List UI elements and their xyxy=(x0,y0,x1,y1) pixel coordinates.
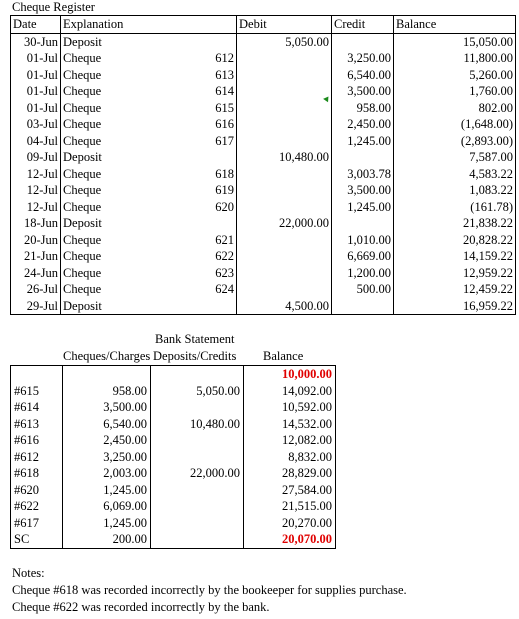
credit-cell: 1,200.00 xyxy=(332,265,394,282)
bank-row xyxy=(11,531,336,548)
register-row xyxy=(11,215,516,232)
date-cell: 26-Jul xyxy=(11,281,61,298)
explanation-cell: Cheque xyxy=(61,199,173,216)
explanation-cell: Cheque xyxy=(61,166,173,183)
credit-cell: 2,450.00 xyxy=(332,116,394,133)
explanation-cell: Cheque xyxy=(61,265,173,282)
explanation-cell: Cheque xyxy=(61,116,173,133)
balance-cell: 7,587.00 xyxy=(394,149,516,166)
register-row xyxy=(11,50,516,67)
cheque-number-cell xyxy=(173,149,237,166)
balance-cell: 802.00 xyxy=(394,100,516,117)
deposits-cell: 5,050.00 xyxy=(151,383,244,400)
debit-cell xyxy=(237,116,332,133)
ref-cell: #620 xyxy=(11,482,63,499)
register-row xyxy=(11,182,516,199)
credit-cell: 1,010.00 xyxy=(332,232,394,249)
debit-cell: 22,000.00 xyxy=(237,215,332,232)
debit-cell xyxy=(237,100,332,117)
note-line: Cheque #622 was recorded incorrectly by the bank. xyxy=(12,600,270,614)
debit-cell xyxy=(237,67,332,84)
bank-row xyxy=(11,432,336,449)
cheque-number-cell xyxy=(173,33,237,50)
debit-cell: 5,050.00 xyxy=(237,33,332,50)
explanation-cell: Cheque xyxy=(61,67,173,84)
bank-balance-cell: 20,270.00 xyxy=(244,515,336,532)
date-cell: 04-Jul xyxy=(11,133,61,150)
bank-balance-cell: 10,592.00 xyxy=(244,399,336,416)
ref-cell: #613 xyxy=(11,416,63,433)
balance-cell: 12,459.22 xyxy=(394,281,516,298)
credit-cell: 500.00 xyxy=(332,281,394,298)
debit-cell xyxy=(237,50,332,67)
credit-cell: 1,245.00 xyxy=(332,133,394,150)
date-cell: 12-Jul xyxy=(11,199,61,216)
deposits-cell xyxy=(151,482,244,499)
register-row xyxy=(11,149,516,166)
header-explanation: Explanation xyxy=(61,16,237,34)
ref-cell: #614 xyxy=(11,399,63,416)
register-row xyxy=(11,67,516,84)
credit-cell: 6,669.00 xyxy=(332,248,394,265)
register-row xyxy=(11,116,516,133)
cheque-number-cell: 614 xyxy=(215,84,234,99)
cheque-number-cell: 619 xyxy=(215,183,234,198)
balance-cell: 12,959.22 xyxy=(394,265,516,282)
register-row xyxy=(11,265,516,282)
date-cell: 01-Jul xyxy=(11,100,61,117)
cheque-number-cell: 613 xyxy=(215,67,234,82)
cheque-number-cell xyxy=(173,298,237,315)
explanation-cell: Cheque xyxy=(61,100,173,117)
bank-balance-cell: 28,829.00 xyxy=(244,465,336,482)
credit-cell: 3,250.00 xyxy=(332,50,394,67)
explanation-cell: Deposit xyxy=(61,33,173,50)
ref-cell: #615 xyxy=(11,383,63,400)
bank-row xyxy=(11,399,336,416)
ref-cell: SC xyxy=(11,531,63,548)
balance-cell: 1,760.00 xyxy=(394,83,516,100)
cheques-cell: 6,540.00 xyxy=(63,416,151,433)
bank-balance-cell: 14,092.00 xyxy=(244,383,336,400)
cheques-cell xyxy=(63,366,151,383)
credit-cell xyxy=(332,298,394,315)
ref-cell: #618 xyxy=(11,465,63,482)
register-row xyxy=(11,199,516,216)
cheque-number-cell: 618 xyxy=(215,166,234,181)
balance-cell: 20,828.22 xyxy=(394,232,516,249)
register-row xyxy=(11,83,516,100)
register-row xyxy=(11,232,516,249)
deposits-cell xyxy=(151,432,244,449)
ref-cell xyxy=(11,366,63,383)
bank-row xyxy=(11,449,336,466)
credit-cell: 958.00 xyxy=(332,100,394,117)
cheque-number-cell: 624 xyxy=(215,282,234,297)
ref-cell: #617 xyxy=(11,515,63,532)
date-cell: 01-Jul xyxy=(11,83,61,100)
cheques-cell: 2,450.00 xyxy=(63,432,151,449)
bank-balance-cell: 27,584.00 xyxy=(244,482,336,499)
balance-cell: 11,800.00 xyxy=(394,50,516,67)
balance-cell: 14,159.22 xyxy=(394,248,516,265)
cheques-cell: 1,245.00 xyxy=(63,515,151,532)
bank-balance-cell: 8,832.00 xyxy=(244,449,336,466)
cheque-number-cell: 616 xyxy=(215,117,234,132)
register-row xyxy=(11,133,516,150)
header-deposits-credits: Deposits/Credits xyxy=(153,349,237,363)
balance-cell: 5,260.00 xyxy=(394,67,516,84)
header-bank-balance: Balance xyxy=(263,349,304,363)
date-cell: 09-Jul xyxy=(11,149,61,166)
bank-balance-cell: 21,515.00 xyxy=(244,498,336,515)
register-header-row xyxy=(11,16,516,34)
cheques-cell: 200.00 xyxy=(63,531,151,548)
register-row xyxy=(11,166,516,183)
header-balance: Balance xyxy=(394,16,516,34)
debit-cell xyxy=(237,182,332,199)
date-cell: 12-Jul xyxy=(11,166,61,183)
notes-title: Notes: xyxy=(12,566,45,580)
cheque-number-cell: 623 xyxy=(215,265,234,280)
opening-balance-row xyxy=(11,366,336,383)
deposits-cell xyxy=(151,399,244,416)
date-cell: 12-Jul xyxy=(11,182,61,199)
debit-cell xyxy=(237,281,332,298)
note-line: Cheque #618 was recorded incorrectly by the bookeeper for supplies purchase. xyxy=(12,583,407,597)
debit-cell xyxy=(237,232,332,249)
deposits-cell xyxy=(151,449,244,466)
debit-cell xyxy=(237,248,332,265)
credit-cell: 3,500.00 xyxy=(332,83,394,100)
cheques-cell: 3,500.00 xyxy=(63,399,151,416)
credit-cell: 3,003.78 xyxy=(332,166,394,183)
cheque-number-cell: 622 xyxy=(215,249,234,264)
debit-cell: 10,480.00 xyxy=(237,149,332,166)
bank-row xyxy=(11,482,336,499)
cheque-number-cell: 612 xyxy=(215,51,234,66)
ref-cell: #616 xyxy=(11,432,63,449)
credit-cell: 6,540.00 xyxy=(332,67,394,84)
register-row xyxy=(11,298,516,315)
deposits-cell: 22,000.00 xyxy=(151,465,244,482)
header-cheques-charges: Cheques/Charges xyxy=(63,349,151,363)
date-cell: 21-Jun xyxy=(11,248,61,265)
balance-cell: 4,583.22 xyxy=(394,166,516,183)
date-cell: 24-Jun xyxy=(11,265,61,282)
register-row xyxy=(11,281,516,298)
cheques-cell: 6,069.00 xyxy=(63,498,151,515)
ref-cell: #612 xyxy=(11,449,63,466)
date-cell: 20-Jun xyxy=(11,232,61,249)
deposits-cell xyxy=(151,498,244,515)
explanation-cell: Cheque xyxy=(61,182,173,199)
cheque-register-table xyxy=(10,15,516,315)
date-cell: 30-Jun xyxy=(11,33,61,50)
date-cell: 01-Jul xyxy=(11,50,61,67)
header-debit: Debit xyxy=(237,16,332,34)
bank-balance-cell: 14,532.00 xyxy=(244,416,336,433)
credit-cell xyxy=(332,33,394,50)
register-row xyxy=(11,100,516,117)
explanation-cell: Deposit xyxy=(61,149,173,166)
deposits-cell xyxy=(151,531,244,548)
date-cell: 01-Jul xyxy=(11,67,61,84)
deposits-cell xyxy=(151,515,244,532)
cheque-number-cell: 617 xyxy=(215,133,234,148)
register-row xyxy=(11,33,516,50)
debit-cell xyxy=(237,133,332,150)
register-title: Cheque Register xyxy=(12,0,95,14)
credit-cell xyxy=(332,215,394,232)
cheques-cell: 3,250.00 xyxy=(63,449,151,466)
debit-cell xyxy=(237,83,332,100)
cheques-cell: 1,245.00 xyxy=(63,482,151,499)
explanation-cell: Deposit xyxy=(61,298,173,315)
balance-cell: 1,083.22 xyxy=(394,182,516,199)
cheque-number-cell: 621 xyxy=(215,232,234,247)
balance-cell: 21,838.22 xyxy=(394,215,516,232)
cheques-cell: 2,003.00 xyxy=(63,465,151,482)
bank-balance-cell: 20,070.00 xyxy=(244,531,336,548)
bank-row xyxy=(11,416,336,433)
cheque-number-cell: 615 xyxy=(215,100,234,115)
date-cell: 03-Jul xyxy=(11,116,61,133)
debit-cell xyxy=(237,166,332,183)
cheque-number-cell xyxy=(173,215,237,232)
explanation-cell: Cheque xyxy=(61,50,173,67)
balance-cell: (2,893.00) xyxy=(394,133,516,150)
bank-row xyxy=(11,465,336,482)
explanation-cell: Cheque xyxy=(61,133,173,150)
credit-cell xyxy=(332,149,394,166)
bank-statement-table xyxy=(10,365,336,549)
debit-cell xyxy=(237,265,332,282)
explanation-cell: Cheque xyxy=(61,248,173,265)
credit-cell: 1,245.00 xyxy=(332,199,394,216)
opening-balance-cell: 10,000.00 xyxy=(244,366,336,383)
bank-row xyxy=(11,498,336,515)
cheque-number-cell: 620 xyxy=(215,199,234,214)
bank-statement-title: Bank Statement xyxy=(155,332,235,346)
header-credit: Credit xyxy=(332,16,394,34)
date-cell: 29-Jul xyxy=(11,298,61,315)
header-date: Date xyxy=(11,16,61,34)
ref-cell: #622 xyxy=(11,498,63,515)
cheques-cell: 958.00 xyxy=(63,383,151,400)
explanation-cell: Cheque xyxy=(61,83,173,100)
balance-cell: 15,050.00 xyxy=(394,33,516,50)
explanation-cell: Cheque xyxy=(61,232,173,249)
balance-cell: (1,648.00) xyxy=(394,116,516,133)
balance-cell: 16,959.22 xyxy=(394,298,516,315)
credit-cell: 3,500.00 xyxy=(332,182,394,199)
debit-cell: 4,500.00 xyxy=(237,298,332,315)
bank-row xyxy=(11,515,336,532)
deposits-cell xyxy=(151,366,244,383)
explanation-cell: Deposit xyxy=(61,215,173,232)
date-cell: 18-Jun xyxy=(11,215,61,232)
deposits-cell: 10,480.00 xyxy=(151,416,244,433)
register-row xyxy=(11,248,516,265)
balance-cell: (161.78) xyxy=(394,199,516,216)
bank-balance-cell: 12,082.00 xyxy=(244,432,336,449)
explanation-cell: Cheque xyxy=(61,281,173,298)
bank-row xyxy=(11,383,336,400)
debit-cell xyxy=(237,199,332,216)
